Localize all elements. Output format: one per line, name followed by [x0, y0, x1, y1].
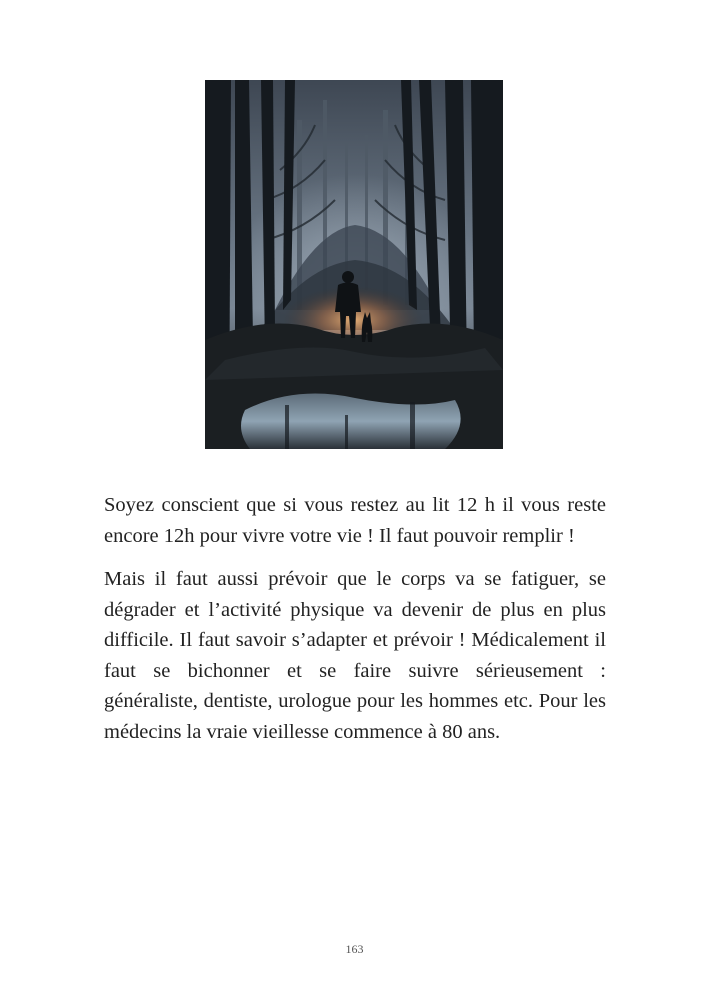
body-text — [104, 490, 606, 747]
paragraph-1: Soyez conscient que si vous restez au lit 12 h il vous reste encore 12h pour vivre votre vie ! Il faut pouvoir remplir ! — [104, 494, 606, 547]
forest-man-and-dog-illustration — [205, 80, 503, 449]
page-number: 163 — [345, 942, 364, 956]
paragraph-2: Mais il faut aussi prévoir que le corps va se fatiguer, se dégrader et l’activité physique va devenir de plus en plus difficile. Il faut savoir s’adapter et prévoir ! Médicalement il faut se bichonner et se faire suivre sérieusement : généraliste, dentiste, urologue pour les hommes etc. Pour les médecins la vraie vieillesse commence à 80 ans. — [104, 568, 606, 743]
